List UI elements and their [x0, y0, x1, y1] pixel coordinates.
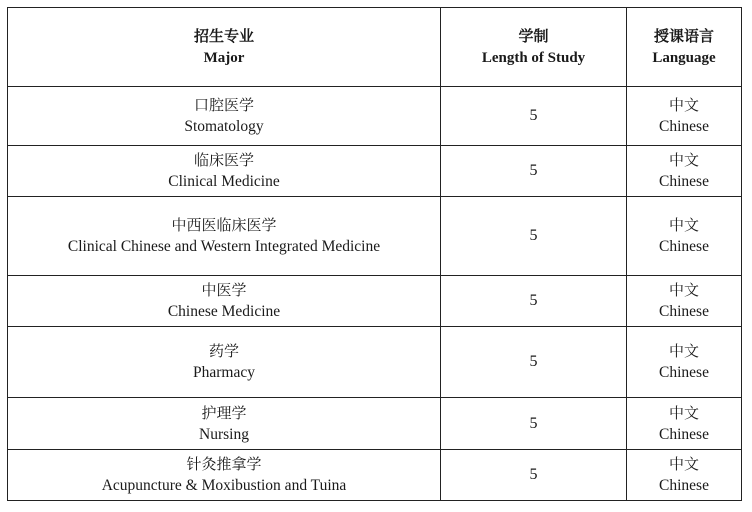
major-zh: 临床医学	[193, 151, 254, 169]
length-cell: 5	[441, 276, 627, 327]
length-cell: 5	[441, 327, 627, 398]
major-en: Acupuncture & Moxibustion and Tuina	[101, 477, 347, 494]
major-cell	[8, 197, 441, 276]
majors-table	[7, 7, 742, 501]
major-zh: 针灸推拿学	[186, 455, 262, 473]
major-zh: 护理学	[201, 403, 247, 422]
header-major-zh: 招生专业	[193, 27, 254, 45]
language-en: Chinese	[659, 364, 709, 381]
major-cell	[8, 276, 441, 327]
language-zh: 中文	[668, 216, 699, 234]
length-cell: 5	[441, 146, 627, 197]
major-zh: 口腔医学	[193, 96, 254, 114]
table-row	[8, 197, 742, 276]
major-cell	[8, 398, 441, 450]
language-en: Chinese	[659, 238, 709, 255]
language-cell	[627, 276, 742, 327]
major-en: Pharmacy	[193, 364, 255, 381]
language-zh: 中文	[668, 96, 699, 114]
major-cell	[8, 146, 441, 197]
language-zh: 中文	[668, 342, 699, 360]
length-cell: 5	[441, 398, 627, 450]
major-en: Nursing	[199, 425, 249, 443]
language-cell	[627, 87, 742, 146]
language-cell	[627, 327, 742, 398]
header-language	[627, 8, 742, 87]
length-cell: 5	[441, 197, 627, 276]
major-en: Clinical Medicine	[168, 173, 280, 190]
major-zh: 药学	[208, 342, 239, 360]
length-cell: 5	[441, 87, 627, 146]
language-zh: 中文	[668, 151, 699, 169]
language-en: Chinese	[659, 303, 709, 320]
major-zh: 中西医临床医学	[171, 216, 277, 234]
table-header-row	[8, 8, 742, 87]
language-zh: 中文	[668, 455, 699, 473]
language-cell	[627, 398, 742, 450]
header-length	[441, 8, 627, 87]
length-cell: 5	[441, 450, 627, 501]
header-length-zh: 学制	[518, 27, 549, 45]
table-row	[8, 276, 742, 327]
language-en: Chinese	[659, 173, 709, 190]
table-row	[8, 327, 742, 398]
table-row	[8, 398, 742, 450]
table-row	[8, 146, 742, 197]
major-en: Stomatology	[184, 118, 264, 135]
language-cell	[627, 146, 742, 197]
header-language-en: Language	[652, 50, 716, 66]
major-en: Clinical Chinese and Western Integrated Medicine	[67, 238, 381, 255]
header-length-en: Length of Study	[481, 50, 586, 66]
language-cell	[627, 450, 742, 501]
table-row	[8, 87, 742, 146]
language-zh: 中文	[668, 403, 699, 422]
language-en: Chinese	[659, 477, 709, 494]
major-cell	[8, 327, 441, 398]
header-major-en: Major	[203, 50, 245, 66]
language-cell	[627, 197, 742, 276]
major-cell	[8, 87, 441, 146]
major-zh: 中医学	[201, 281, 247, 299]
header-major	[8, 8, 441, 87]
language-zh: 中文	[668, 281, 699, 299]
language-en: Chinese	[659, 118, 709, 135]
language-en: Chinese	[659, 425, 709, 443]
header-language-zh: 授课语言	[653, 27, 714, 45]
table-row	[8, 450, 742, 501]
major-cell	[8, 450, 441, 501]
major-en: Chinese Medicine	[167, 303, 281, 320]
